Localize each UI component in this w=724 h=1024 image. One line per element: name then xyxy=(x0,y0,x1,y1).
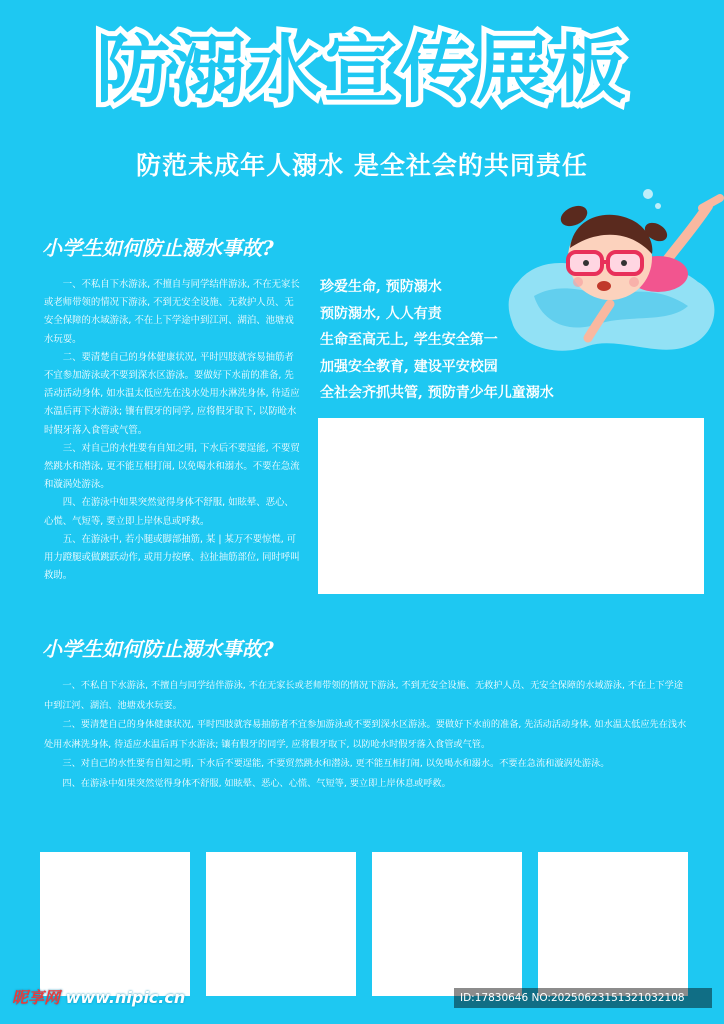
section2-paragraph: 二、要清楚自己的身体健康状况, 平时四肢就容易抽筋者不宜参加游泳或不要到深水区游泳。要做好下水前的准备, 先活动活动身体, 如水温太低应先在浅水处用水淋洗身体, 待适应水温后再下水游泳; 镶有假牙的同学, 应将假牙取下, 以防呛水时假牙落入食管或气管。 xyxy=(44,719,687,750)
slogan-line: 全社会齐抓共管, 预防青少年儿童溺水 xyxy=(320,385,554,401)
slogan-line: 珍爱生命, 预防溺水 xyxy=(320,279,442,295)
photo-placeholder xyxy=(372,852,522,996)
image-id-watermark: ID:17830646 NO:20250623151321032108 xyxy=(454,988,712,1008)
site-watermark xyxy=(12,985,185,1008)
section1-paragraph: 一、不私自下水游泳, 不擅自与同学结伴游泳, 不在无家长或老师带领的情况下游泳, 不到无安全设施、无救护人员、无安全保障的水域游泳, 不在上下学途中到江河、湖泊、池塘戏水玩耍。 xyxy=(44,279,300,345)
section1-paragraph: 四、在游泳中如果突然觉得身体不舒服, 如眩晕、恶心、心慌、气短等, 要立即上岸休息或呼救。 xyxy=(44,497,294,527)
section1-title: 小学生如何防止溺水事故? xyxy=(42,236,274,260)
poster-subtitle: 防范未成年人溺水 是全社会的共同责任 xyxy=(136,151,588,180)
section2-body xyxy=(44,676,692,794)
slogan-line: 加强安全教育, 建设平安校园 xyxy=(320,358,498,375)
slogan-line: 生命至高无上, 学生安全第一 xyxy=(320,332,498,348)
section2-paragraph: 三、对自己的水性要有自知之明, 下水后不要逞能, 不要贸然跳水和潜泳, 更不能互相打闹, 以免喝水和溺水。不要在急流和漩涡处游泳。 xyxy=(62,758,610,770)
section2-paragraph: 四、在游泳中如果突然觉得身体不舒服, 如眩晕、恶心、心慌、气短等, 要立即上岸休息或呼救。 xyxy=(62,777,451,789)
slogan-line: 预防溺水, 人人有责 xyxy=(320,305,442,322)
photo-placeholder xyxy=(206,852,356,996)
photo-placeholder xyxy=(538,852,688,996)
section1-paragraph: 二、要清楚自己的身体健康状况, 平时四肢就容易抽筋者不宜参加游泳或不要到深水区游泳。要做好下水前的准备, 先活动活动身体, 如水温太低应先在浅水处用水淋洗身体, 待适应水温后再下水游泳; 镶有假牙的同学, 应将假牙取下, 以防呛水时假牙落入食管或气管。 xyxy=(44,351,300,436)
site-logo: 昵享网 xyxy=(12,988,61,1007)
poster-title: 防溺水宣传展板 xyxy=(96,27,628,113)
section1-paragraph: 三、对自己的水性要有自知之明, 下水后不要逞能, 不要贸然跳水和潜泳, 更不能互相打闹, 以免喝水和溺水。不要在急流和漩涡处游泳。 xyxy=(44,442,300,491)
slogan-list xyxy=(320,274,610,407)
section1-paragraph: 五、在游泳中, 若小腿或脚部抽筋, 某 | 某万不要惊慌, 可用力蹬腿或做跳跃动作, 或用力按摩、拉扯抽筋部位, 同时呼叫救助。 xyxy=(44,533,300,582)
section2-title: 小学生如何防止溺水事故? xyxy=(42,637,274,661)
section2-paragraph: 一、不私自下水游泳, 不擅自与同学结伴游泳, 不在无家长或老师带领的情况下游泳, 不到无安全设施、无救护人员、无安全保障的水域游泳, 不在上下学途中到江河、湖泊、池塘戏水玩耍。 xyxy=(44,680,683,711)
photo-placeholder-main xyxy=(318,418,704,594)
site-url: www.nipic.cn xyxy=(65,988,186,1007)
section1-body xyxy=(44,276,302,585)
photo-placeholder xyxy=(40,852,190,996)
